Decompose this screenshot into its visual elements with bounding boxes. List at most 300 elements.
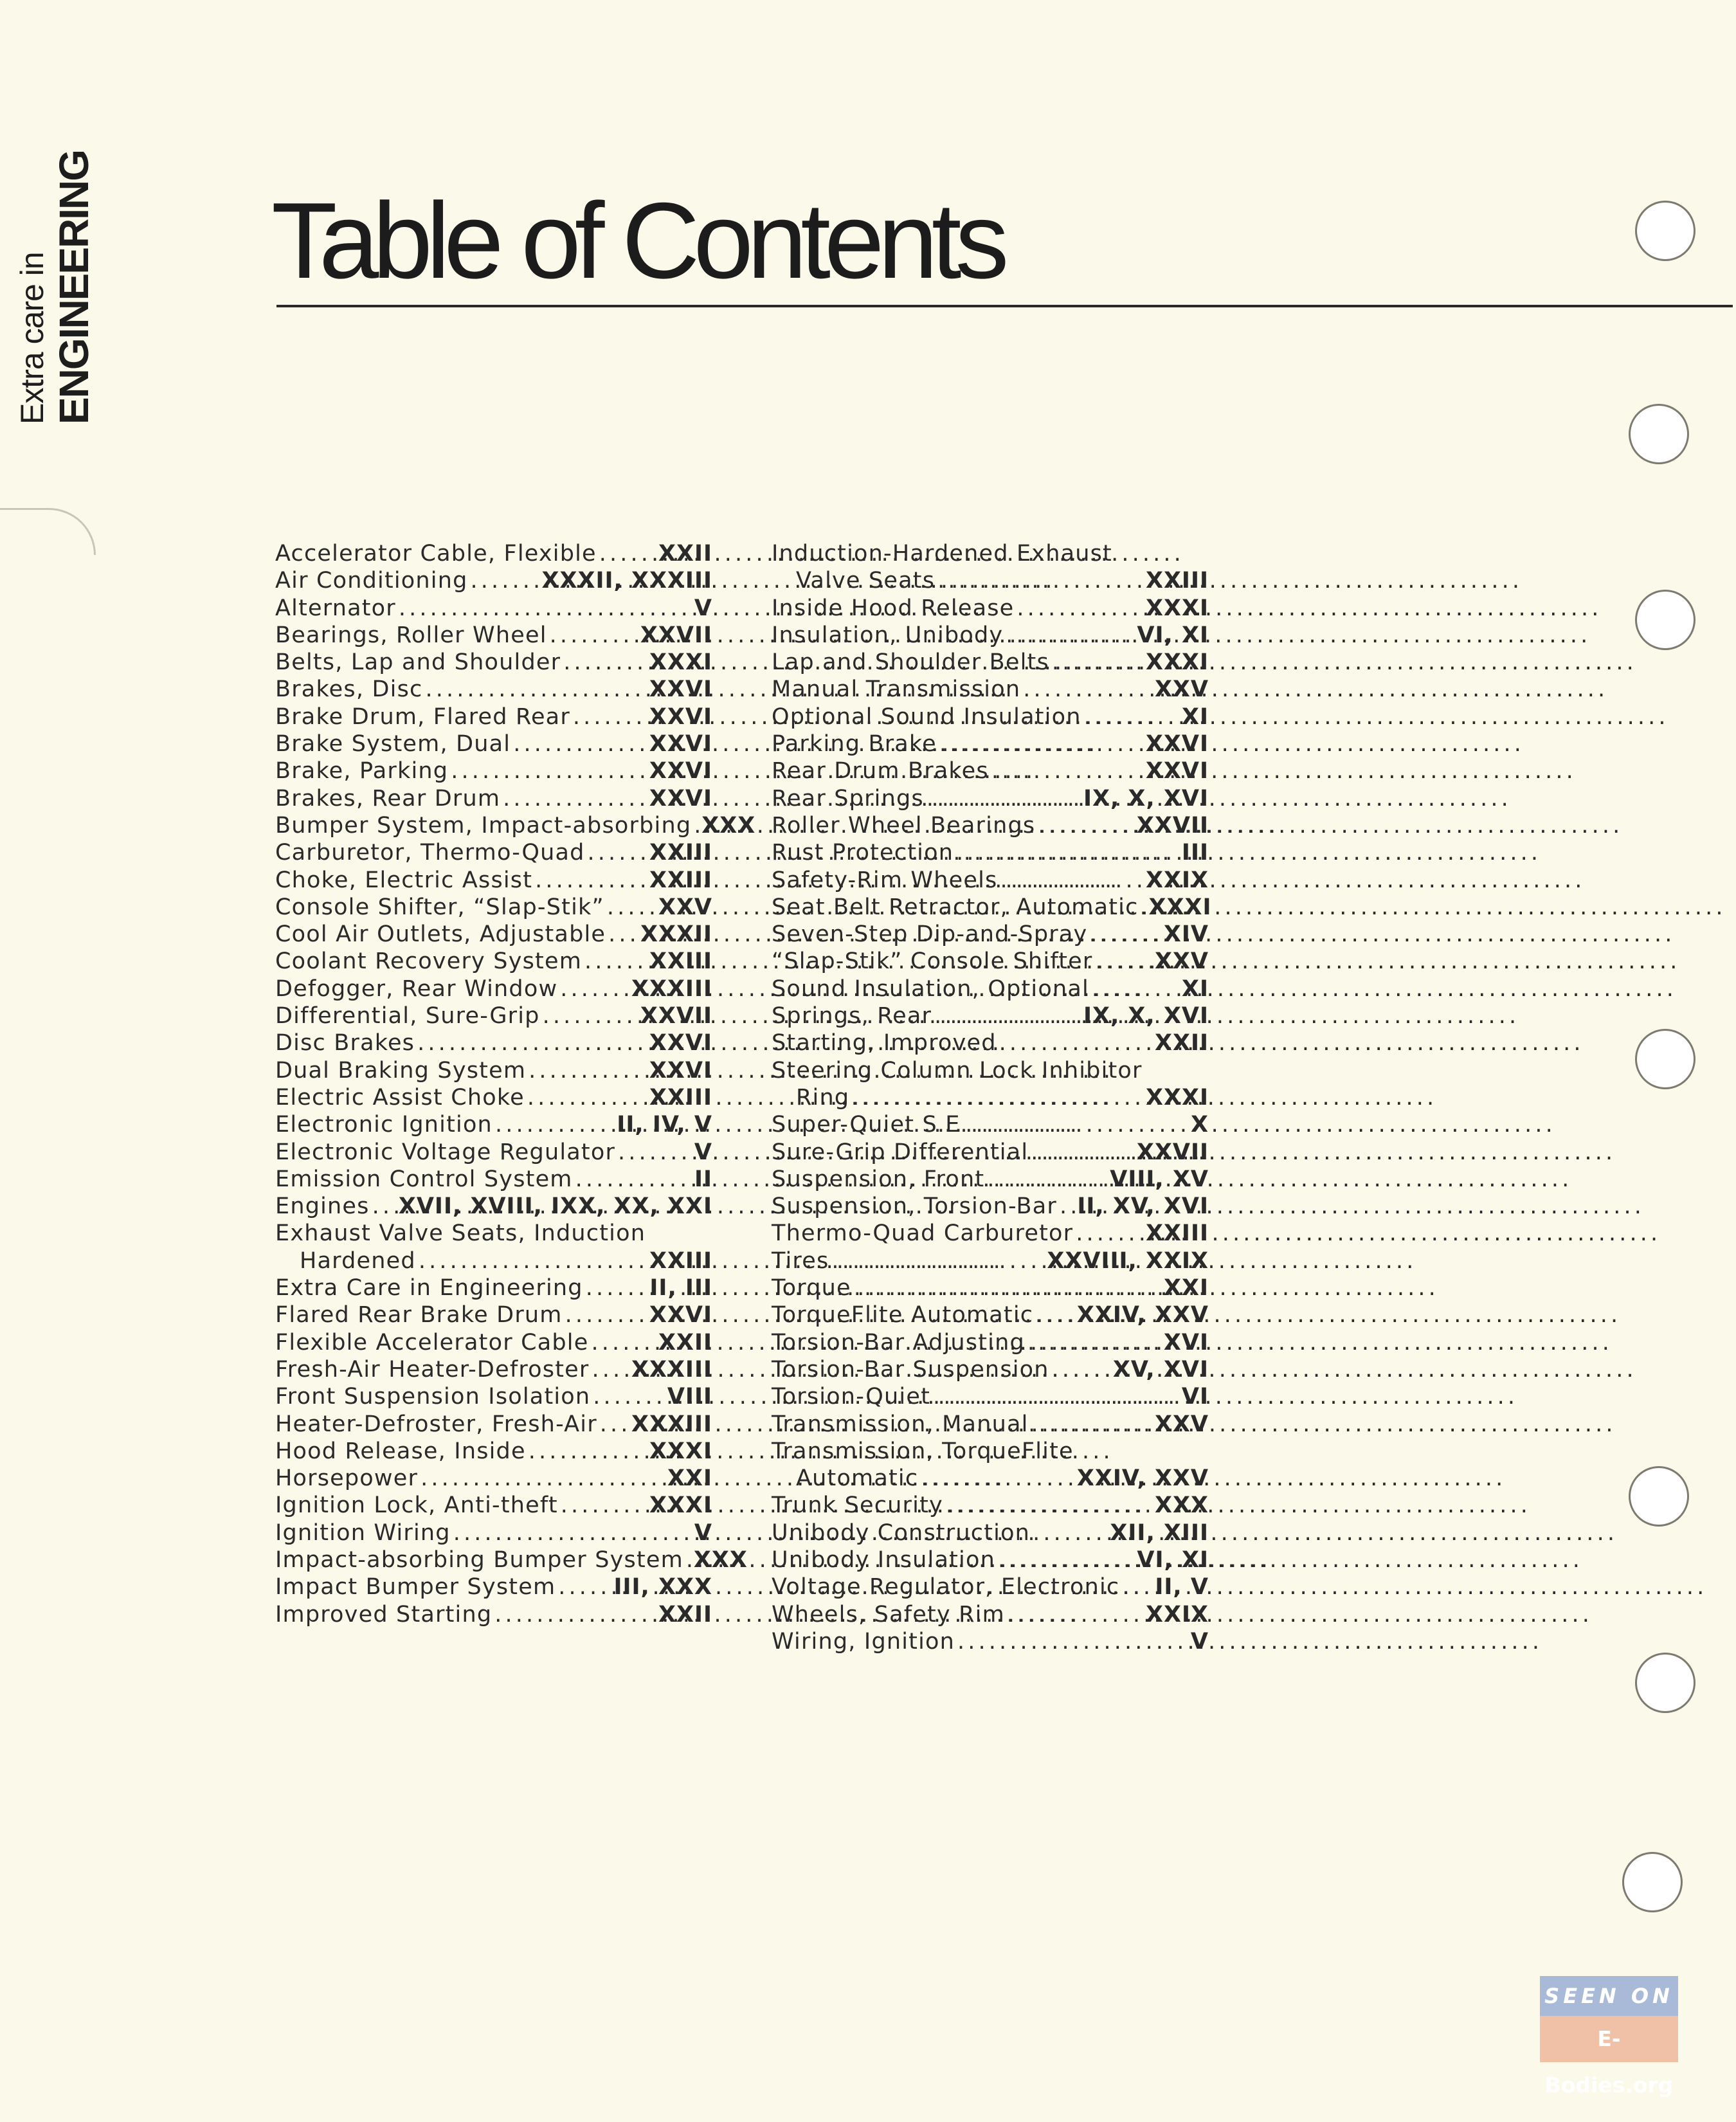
index-entry-page: XXVI [649, 1030, 712, 1056]
index-entry-topic: Torsion-Quiet [772, 1384, 931, 1410]
index-entry-page: XXIX [1146, 1601, 1209, 1628]
index-entry [772, 1301, 1209, 1329]
index-entry-page: III, XXX [613, 1574, 712, 1601]
index-entry-page: II, V [1155, 1574, 1209, 1601]
dot-leader [987, 1166, 1107, 1193]
dot-leader [991, 757, 1143, 784]
dot-leader [934, 1002, 1081, 1029]
dot-leader [1023, 676, 1152, 703]
index-entry [772, 622, 1209, 649]
index-entry [772, 1356, 1209, 1383]
index-entry-page: VI [1181, 1384, 1209, 1410]
index-entry-topic: Safety-Rim Wheels [772, 867, 998, 893]
index-entry-topic: Sound Insulation, Optional [772, 975, 1089, 1002]
index-entry [275, 1247, 712, 1274]
index-entry [275, 730, 712, 757]
index-entry-page: XXVII [640, 1003, 712, 1029]
tab-label-line1: Extra care in [14, 252, 50, 424]
index-entry [772, 757, 1209, 784]
index-entry-page: XXVI [649, 731, 712, 757]
index-entry [275, 1084, 712, 1111]
index-entry-topic: Tires [772, 1247, 829, 1274]
dot-leader [560, 975, 629, 1002]
watermark-line1: SEEN ON [1540, 1976, 1678, 2016]
index-entry [772, 1029, 1209, 1056]
index-entry [275, 975, 712, 1002]
tab-label [13, 150, 96, 424]
dot-leader [956, 839, 1179, 866]
index-entry-page: XXXI [649, 1492, 712, 1519]
index-entry-topic: Parking Brake [772, 731, 937, 757]
watermark-line2: E-Bodies.org [1540, 2016, 1678, 2062]
index-entry-topic: Steering Column Lock Inhibitor [772, 1057, 1143, 1084]
dot-leader [591, 1329, 656, 1356]
index-entry [772, 1546, 1209, 1573]
index-entry-topic: Manual Transmission [772, 676, 1021, 703]
index-entry-page: III [1181, 840, 1209, 866]
index-entry-page: XXX [701, 812, 756, 839]
dot-leader [471, 567, 539, 594]
index-entry-page: II, III [649, 1275, 712, 1301]
dot-leader [586, 1274, 647, 1301]
index-entry-topic: Fresh-Air Heater-Defroster [275, 1356, 590, 1383]
dot-leader [565, 1301, 647, 1329]
index-entry-page: V [1190, 1628, 1209, 1655]
dot-leader [854, 1274, 1161, 1301]
index-entry [772, 567, 1209, 594]
index-entry [772, 1220, 1209, 1247]
dot-leader [417, 1029, 647, 1056]
index-entry-topic: Heater-Defroster, Fresh-Air [275, 1411, 597, 1437]
binder-hole [1622, 1852, 1683, 1912]
index-entry-page: XXVIII, XXIX [1047, 1247, 1209, 1274]
index-entry-page: XXV [658, 894, 712, 920]
dot-leader [1031, 1411, 1152, 1438]
index-entry-page: XVII, XVIII, IXX, XX, XXI [398, 1193, 712, 1220]
index-entry-topic: Air Conditioning [275, 568, 468, 594]
index-entry-topic: Improved Starting [275, 1601, 493, 1628]
index-entry [772, 1166, 1209, 1193]
divider-tab [0, 0, 96, 2122]
index-entry-page: XXVI [649, 785, 712, 812]
index-entry [275, 1411, 712, 1438]
index-entry [275, 1465, 712, 1492]
index-entry-topic: Belts, Lap and Shoulder [275, 649, 561, 676]
index-entry-page: II, IV, V [617, 1112, 712, 1138]
index-entry-page: XXII [658, 541, 712, 567]
index-entry-page: XXVI [1145, 758, 1209, 784]
dot-leader [1008, 1601, 1143, 1628]
dot-leader [1090, 921, 1161, 948]
dot-leader [1031, 1139, 1134, 1166]
index-entry [275, 1573, 712, 1601]
index-entry-topic: Disc Brakes [275, 1030, 415, 1056]
binder-hole [1635, 590, 1695, 650]
index-entry [772, 1411, 1209, 1438]
index-entry-page: XXIV, XXV [1076, 1302, 1209, 1329]
index-entry [275, 948, 712, 975]
index-entry [772, 975, 1209, 1002]
index-entry-topic: Emission Control System [275, 1166, 573, 1192]
index-entry-page: XXVI [649, 676, 712, 703]
page-title: Table of Contents [271, 180, 1003, 301]
index-entry [275, 1383, 712, 1410]
index-entry-page: XXXI [1148, 894, 1212, 920]
index-entry-topic: Wiring, Ignition [772, 1628, 955, 1655]
index-entry [772, 1057, 1209, 1084]
dot-leader [939, 730, 1143, 757]
index-entry [275, 1111, 712, 1138]
index-entry-page: XXXI [649, 1438, 712, 1464]
index-entry-topic: Horsepower [275, 1465, 419, 1492]
index-entry-page: XXXI [649, 649, 712, 676]
index-entry-page: XI [1181, 703, 1209, 730]
index-entry [772, 785, 1209, 812]
index-entry [275, 921, 712, 948]
index-entry [772, 1492, 1209, 1519]
index-entry-topic: Flexible Accelerator Cable [275, 1329, 589, 1356]
dot-leader [1036, 1301, 1074, 1329]
index-entry [772, 595, 1209, 622]
index-entry [275, 1519, 712, 1546]
index-entry-page: XXII [1154, 1030, 1209, 1056]
dot-leader [513, 730, 647, 757]
index-entry [275, 1220, 712, 1247]
index-entry-page: XXX [1155, 1492, 1209, 1519]
index-entry [772, 812, 1209, 839]
index-entry-topic: Super-Quiet S.E. [772, 1112, 968, 1138]
index-entry [772, 1628, 1209, 1655]
index-entry-page: XXX [693, 1546, 748, 1573]
dot-leader [543, 1002, 638, 1029]
index-entry-page: XXII [658, 1329, 712, 1356]
dot-leader [588, 839, 647, 866]
index-entry-topic: Brake Drum, Flared Rear [275, 703, 570, 730]
index-entry-topic: Optional Sound Insulation [772, 703, 1081, 730]
index-entry-page: XXVI [649, 1302, 712, 1329]
index-entry-page: XXXII, XXXIII [541, 568, 712, 594]
index-entry-topic: Brakes, Rear Drum [275, 785, 501, 812]
index-entry-topic: “Slap-Stik” Console Shifter [772, 948, 1093, 975]
index-entry [275, 567, 712, 594]
dot-leader [1038, 812, 1134, 839]
index-entry-topic: Unibody Insulation [772, 1546, 995, 1573]
index-entry [275, 1193, 712, 1220]
index-entry-page: XXV [1154, 1411, 1209, 1437]
index-entry-topic: Automatic [796, 1465, 919, 1492]
index-entry-page: XXIII [649, 1084, 712, 1111]
index-entry-page: XXIII [1145, 1220, 1209, 1247]
dot-leader [558, 1573, 611, 1601]
index-entry-page: II, XV, XVI [1077, 1193, 1209, 1220]
index-entry [275, 839, 712, 866]
binder-hole [1629, 404, 1689, 464]
index-entry [772, 867, 1209, 894]
index-entry-topic: Seven-Step Dip-and-Spray [772, 921, 1088, 948]
index-entry-topic: Bumper System, Impact-absorbing [275, 812, 692, 839]
index-entry [275, 622, 712, 649]
dot-leader [584, 948, 647, 975]
index-entry-topic: Inside Hood Release [772, 595, 1015, 621]
index-entry-topic: Seat Belt Retractor, Automatic [772, 894, 1139, 920]
index-entry-page: XXI [1164, 1275, 1209, 1301]
binder-hole [1635, 1653, 1695, 1713]
index-entry-page: IX, X, XVI [1083, 785, 1209, 812]
watermark-badge [1540, 1976, 1678, 2098]
index-entry [275, 785, 712, 812]
index-entry-page: XXXI [1146, 1084, 1209, 1111]
index-entry-page: XXVII [1136, 812, 1209, 839]
dot-leader [608, 921, 638, 948]
dot-leader [1027, 1329, 1161, 1356]
index-column-right [772, 540, 1212, 1655]
index-entry-topic: Starting, Improved [772, 1030, 997, 1056]
dot-leader [1006, 622, 1134, 649]
index-entry-topic: Dual Braking System [275, 1057, 527, 1084]
index-entry-page: XXXIII [631, 975, 712, 1002]
index-entry [275, 703, 712, 730]
index-entry [275, 1601, 712, 1628]
index-entry [275, 1139, 712, 1166]
index-entry [275, 1166, 712, 1193]
dot-leader [1052, 1356, 1110, 1383]
dot-leader [600, 1411, 629, 1438]
dot-leader [1052, 649, 1143, 676]
index-entry-page: XVI [1163, 1329, 1209, 1356]
dot-leader [1017, 595, 1143, 622]
index-entry [275, 1274, 712, 1301]
index-entry-topic: Torque [772, 1275, 851, 1301]
index-entry-page: V [694, 1139, 712, 1165]
index-entry [275, 1546, 748, 1573]
dot-leader [561, 1492, 647, 1519]
index-entry-topic: Torsion-Bar Adjusting [772, 1329, 1025, 1356]
dot-leader [971, 1111, 1188, 1138]
index-entry [275, 1057, 712, 1084]
index-entry [772, 676, 1209, 703]
index-entry-topic: Sure-Grip Differential [772, 1139, 1029, 1165]
index-entry-topic: Transmission, TorqueFlite [772, 1438, 1074, 1464]
index-entry-topic: Trunk Security [772, 1492, 943, 1519]
dot-leader [1060, 1193, 1074, 1220]
index-entry-topic: Hood Release, Inside [275, 1438, 526, 1464]
index-entry [772, 703, 1209, 730]
index-entry-page: XIV [1163, 921, 1209, 948]
index-entry [275, 649, 712, 676]
index-entry-page: XXIII [649, 1247, 712, 1274]
index-entry-topic: Accelerator Cable, Flexible [275, 541, 597, 567]
binder-hole [1629, 1466, 1689, 1527]
dot-leader [999, 1029, 1152, 1056]
index-entry-topic: Electric Assist Choke [275, 1084, 525, 1111]
index-entry-topic: Lap and Shoulder Belts [772, 649, 1049, 676]
dot-leader [694, 812, 699, 839]
index-entry-page: XXXII [640, 921, 712, 948]
dot-leader [607, 894, 656, 921]
index-entry-topic: Extra Care in Engineering [275, 1275, 583, 1301]
index-entry-topic: Flared Rear Brake Drum [275, 1302, 563, 1329]
index-entry [275, 595, 712, 622]
index-entry [275, 867, 712, 894]
dot-leader [957, 1628, 1188, 1655]
index-entry [772, 1274, 1209, 1301]
index-entry-page: XI [1181, 975, 1209, 1002]
index-entry-page: XXV [1154, 676, 1209, 703]
index-entry [772, 839, 1209, 866]
index-column-left [275, 540, 756, 1628]
dot-leader [494, 1601, 656, 1628]
index-entry-page: XXVI [649, 758, 712, 784]
dot-leader [372, 1193, 396, 1220]
index-entry-topic: Springs, Rear [772, 1003, 932, 1029]
index-entry [772, 1465, 1209, 1492]
index-entry [275, 676, 712, 703]
index-entry-page: VI, XI [1137, 1546, 1209, 1573]
dot-leader [592, 1356, 629, 1383]
index-entry-page: XXIX [1146, 867, 1209, 893]
index-entry-topic: Rear Springs [772, 785, 924, 812]
index-entry-page: XXII [658, 1601, 712, 1628]
dot-leader [420, 1465, 665, 1492]
dot-leader [453, 1519, 692, 1546]
index-entry-topic: Thermo-Quad Carburetor [772, 1220, 1074, 1247]
dot-leader [535, 867, 647, 894]
dot-leader [451, 757, 647, 784]
index-entry-topic: Engines [275, 1193, 370, 1220]
binder-hole [1635, 1029, 1695, 1089]
dot-leader [998, 1546, 1134, 1573]
index-entry-topic: Brakes, Disc [275, 676, 423, 703]
dot-leader [399, 595, 692, 622]
index-entry [275, 540, 712, 567]
index-entry-page: XXVII [1136, 1139, 1209, 1165]
index-entry [772, 894, 1212, 921]
index-entry-topic: Coolant Recovery System [275, 948, 582, 975]
dot-leader [831, 1247, 1044, 1274]
index-entry-topic: Impact Bumper System [275, 1574, 556, 1601]
dot-leader [1000, 867, 1143, 894]
index-entry-topic: Voltage Regulator, Electronic [772, 1574, 1120, 1601]
index-entry [275, 894, 712, 921]
dot-leader [419, 1247, 647, 1274]
index-entry-topic: Induction-Hardened Exhaust [772, 541, 1112, 567]
index-entry [275, 1301, 712, 1329]
index-entry-topic: Differential, Sure-Grip [275, 1003, 540, 1029]
index-entry-topic: Impact-absorbing Bumper System [275, 1546, 683, 1573]
index-entry-topic: Bearings, Roller Wheel [275, 622, 547, 648]
index-entry [772, 921, 1209, 948]
index-entry-topic: Brake, Parking [275, 758, 449, 784]
index-entry-topic: Transmission, Manual [772, 1411, 1029, 1437]
index-entry [772, 1084, 1209, 1111]
index-entry [275, 1002, 712, 1029]
index-entry [772, 1573, 1209, 1601]
dot-leader [1141, 894, 1146, 921]
dot-leader [618, 1139, 692, 1166]
index-entry-page: XII, XIII [1110, 1519, 1209, 1546]
index-entry-topic: Console Shifter, “Slap-Stik” [275, 894, 604, 920]
index-entry-topic: Electronic Voltage Regulator [275, 1139, 616, 1165]
index-entry [772, 1139, 1209, 1166]
index-entry [772, 1329, 1209, 1356]
index-entry-page: XXVII [640, 622, 712, 648]
index-entry-page: XXIII [649, 840, 712, 866]
dot-leader [1076, 1220, 1143, 1247]
dot-leader [1092, 975, 1179, 1002]
index-entry [772, 1383, 1209, 1410]
index-entry-page: XXXI [1146, 595, 1209, 621]
index-entry-page: XXV [1154, 948, 1209, 975]
dot-leader [529, 1438, 647, 1465]
index-entry-topic: Wheels, Safety Rim [772, 1601, 1005, 1628]
index-entry-topic: Alternator [275, 595, 396, 621]
index-entry [772, 730, 1209, 757]
index-entry [772, 1247, 1209, 1274]
index-entry-page: II [694, 1166, 712, 1192]
dot-leader [927, 785, 1081, 812]
index-entry-topic: TorqueFlite Automatic [772, 1302, 1034, 1329]
index-entry [772, 1111, 1209, 1138]
binder-hole [1635, 201, 1695, 261]
dot-leader [599, 540, 656, 567]
dot-leader [1084, 703, 1179, 730]
dot-leader [527, 1084, 647, 1111]
index-entry-topic: Brake System, Dual [275, 731, 511, 757]
index-entry-topic: Choke, Electric Assist [275, 867, 533, 893]
index-entry-topic: Suspension, Front [772, 1166, 985, 1192]
index-entry-page: XXVI [649, 1057, 712, 1084]
index-entry-topic: Cool Air Outlets, Adjustable [275, 921, 606, 948]
index-entry [275, 1492, 712, 1519]
index-entry-page: XXIII [649, 867, 712, 893]
index-entry-page: XXXIII [631, 1411, 712, 1437]
index-entry [772, 649, 1209, 676]
index-entry [772, 540, 1209, 567]
dot-leader [593, 1383, 665, 1410]
index-entry-page: XV, XVI [1112, 1356, 1209, 1383]
dot-leader [937, 567, 1143, 594]
index-entry-topic: Ignition Lock, Anti-theft [275, 1492, 558, 1519]
index-entry [275, 1029, 712, 1056]
dot-leader [852, 1084, 1143, 1111]
dot-leader [573, 703, 647, 730]
index-entry-page: XXI [667, 1465, 712, 1492]
index-entry [275, 812, 756, 839]
index-entry [275, 1438, 712, 1465]
dot-leader [1033, 1519, 1107, 1546]
index-entry-page: XXIII [649, 948, 712, 975]
index-entry-page: XXVI [649, 703, 712, 730]
index-entry-page: IX, X, XVI [1083, 1003, 1209, 1029]
dot-leader [550, 622, 638, 649]
dot-leader [1096, 948, 1152, 975]
dot-leader [686, 1546, 691, 1573]
index-entry-topic: Valve Seats [796, 568, 936, 594]
index-entry-topic: Front Suspension Isolation [275, 1384, 591, 1410]
index-entry-page: VIII, XV [1110, 1166, 1209, 1192]
index-entry-page: XXXI [1146, 649, 1209, 676]
title-divider [276, 305, 1733, 307]
index-entry [772, 1519, 1209, 1546]
dot-leader [495, 1111, 614, 1138]
index-entry-page: XXIV, XXV [1076, 1465, 1209, 1492]
index-entry-page: V [694, 1519, 712, 1546]
index-entry-page: V [694, 595, 712, 621]
index-entry-topic: Ignition Wiring [275, 1519, 451, 1546]
index-entry [275, 757, 712, 784]
index-entry-topic: Defogger, Rear Window [275, 975, 558, 1002]
index-entry-topic: Hardened [300, 1247, 416, 1274]
